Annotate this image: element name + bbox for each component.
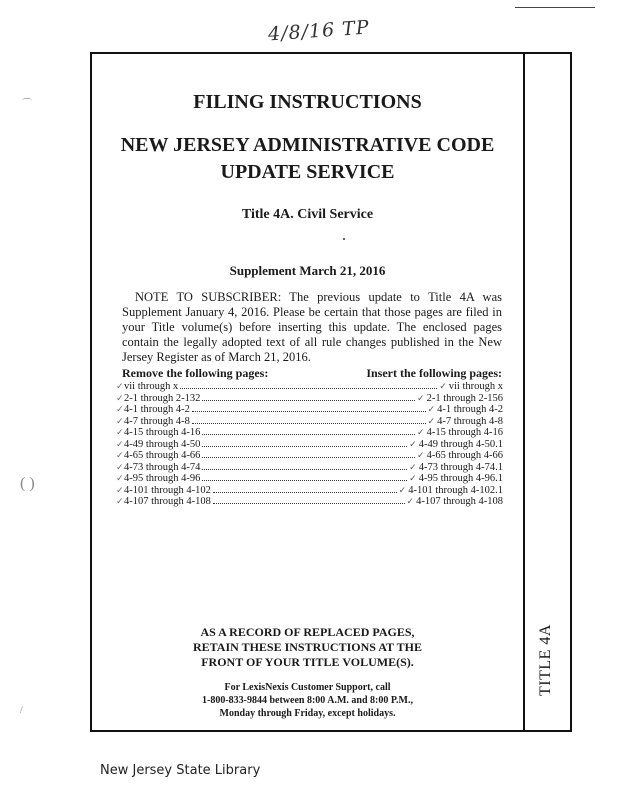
- list-row: [116, 495, 503, 507]
- list-row: [116, 380, 503, 392]
- remove-pages-header: Remove the following pages:: [122, 366, 269, 380]
- record-line-1: AS A RECORD OF REPLACED PAGES,: [200, 625, 415, 639]
- document-title-line2: UPDATE SERVICE: [220, 161, 395, 183]
- leader-dots: [213, 495, 405, 504]
- remove-pages: 4-95 through 4-96: [124, 473, 201, 484]
- leader-dots: [180, 380, 437, 389]
- page-list-header: [122, 366, 502, 381]
- check-mark: ✓: [116, 392, 124, 403]
- check-mark: ✓: [417, 427, 425, 437]
- check-mark: ✓: [116, 427, 124, 437]
- remove-pages: 4-1 through 4-2: [124, 404, 190, 415]
- check-mark: ✓: [398, 484, 407, 495]
- tab-label-text: TITLE 4A: [536, 624, 554, 696]
- check-mark: ✓: [116, 415, 124, 426]
- list-row: [116, 472, 503, 484]
- handwritten-note: 4/8/16 TP: [267, 16, 371, 46]
- check-mark: ✓: [116, 450, 124, 460]
- insert-pages: 4-107 through 4-108: [416, 496, 503, 507]
- insert-pages: 2-1 through 2-156: [426, 392, 503, 404]
- check-mark: ✓: [417, 392, 425, 403]
- check-mark: ✓: [409, 473, 417, 483]
- insert-pages: 4-15 through 4-16: [426, 427, 503, 438]
- remove-pages: vii through x: [124, 381, 179, 392]
- scan-speck: [343, 238, 345, 240]
- leader-dots: [192, 403, 426, 412]
- leader-dots: [202, 461, 407, 470]
- list-row: [116, 415, 503, 427]
- list-row: [116, 461, 503, 473]
- check-mark: ✓: [427, 415, 436, 426]
- check-mark: ✓: [116, 461, 124, 472]
- insert-pages: 4-101 through 4-102.1: [408, 484, 503, 496]
- check-mark: ✓: [406, 496, 415, 506]
- list-row: [116, 392, 503, 404]
- list-row: [116, 426, 503, 438]
- subscriber-note: NOTE TO SUBSCRIBER: The previous update to Title 4A was Supplement January 4, 2016. Please be certain that those pages are filed in your Title volume(s) before inserting this update. The enclosed pages contain the legally adopted text of all rule changes published in the New Jersey Register as of March 21, 2016.: [122, 290, 502, 364]
- customer-support-info: [92, 681, 523, 720]
- scan-mark: /: [20, 705, 23, 716]
- record-line-2: RETAIN THESE INSTRUCTIONS AT THE: [193, 640, 422, 654]
- support-line-2: 1-800-833-9844 between 8:00 A.M. and 8:00 P.M.,: [201, 695, 413, 706]
- document-subtitle: Title 4A. Civil Service: [241, 207, 374, 222]
- binder-hole-mark: ( ): [20, 475, 35, 492]
- remove-pages: 4-73 through 4-74: [124, 461, 201, 473]
- support-line-3: Monday through Friday, except holidays.: [219, 708, 396, 719]
- leader-dots: [202, 392, 415, 401]
- list-row: [116, 403, 503, 415]
- insert-pages: 4-7 through 4-8: [437, 415, 503, 427]
- page-heading: FILING INSTRUCTIONS: [193, 91, 422, 113]
- leader-dots: [202, 472, 407, 481]
- check-mark: ✓: [439, 381, 447, 391]
- leader-dots: [202, 438, 407, 447]
- check-mark: ✓: [116, 496, 124, 506]
- library-stamp: New Jersey State Library: [100, 763, 261, 778]
- scan-top-rule: [515, 7, 595, 8]
- insert-pages-header: Insert the following pages:: [366, 366, 502, 380]
- check-mark: ✓: [417, 450, 425, 460]
- document-title-line1: NEW JERSEY ADMINISTRATIVE CODE: [120, 134, 495, 156]
- insert-pages: 4-65 through 4-66: [426, 450, 503, 461]
- check-mark: ✓: [116, 381, 124, 391]
- list-row: [116, 449, 503, 461]
- leader-dots: [202, 449, 415, 458]
- check-mark: ✓: [116, 484, 124, 495]
- insert-pages: 4-95 through 4-96.1: [418, 473, 503, 484]
- list-row: [116, 438, 503, 450]
- insert-pages: 4-49 through 4-50.1: [418, 438, 503, 450]
- remove-pages: 4-65 through 4-66: [124, 450, 201, 461]
- remove-pages: 4-7 through 4-8: [124, 415, 190, 427]
- insert-pages: 4-73 through 4-74.1: [418, 461, 503, 473]
- list-row: [116, 484, 503, 496]
- page-list: [116, 380, 503, 507]
- supplement-date: Supplement March 21, 2016: [229, 263, 386, 278]
- insert-pages: 4-1 through 4-2: [437, 404, 503, 415]
- remove-pages: 4-15 through 4-16: [124, 427, 201, 438]
- remove-pages: 2-1 through 2-132: [124, 392, 201, 404]
- leader-dots: [192, 415, 426, 424]
- remove-pages: 4-101 through 4-102: [124, 484, 211, 496]
- record-instructions: [92, 625, 523, 670]
- scan-mark: ⌒: [22, 99, 32, 110]
- insert-pages: vii through x: [448, 381, 503, 392]
- remove-pages: 4-107 through 4-108: [124, 496, 211, 507]
- leader-dots: [213, 484, 397, 493]
- check-mark: ✓: [116, 404, 124, 414]
- check-mark: ✓: [427, 404, 436, 414]
- leader-dots: [202, 426, 415, 435]
- record-line-3: FRONT OF YOUR TITLE VOLUME(S).: [201, 655, 414, 669]
- check-mark: ✓: [116, 473, 124, 483]
- check-mark: ✓: [409, 461, 417, 472]
- check-mark: ✓: [409, 438, 417, 449]
- remove-pages: 4-49 through 4-50: [124, 438, 201, 450]
- support-line-1: For LexisNexis Customer Support, call: [224, 682, 391, 693]
- check-mark: ✓: [116, 438, 124, 449]
- title-tab-label: [523, 620, 568, 700]
